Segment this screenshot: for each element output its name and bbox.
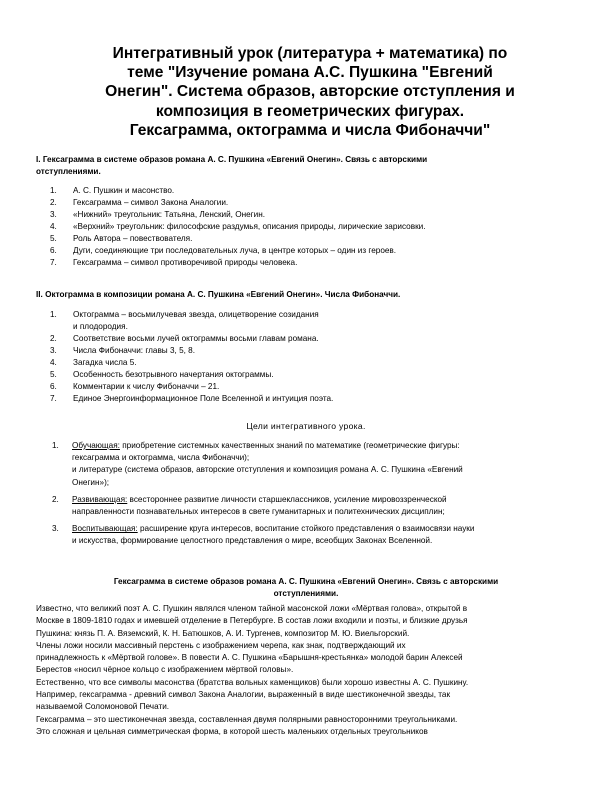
- section-1-heading: I. Гексаграмма в системе образов романа А. С. Пушкина «Евгений Онегин». Связь с авторскими отступлениями.: [36, 155, 428, 176]
- body-line: Москве в 1809-1810 годах и имевшей отделение в Петербурге. В состав ложи входили и поэты, и близкие друзья: [36, 616, 468, 626]
- document-title: [40, 44, 580, 140]
- list-item: 4. «Верхний» треугольник: философские раздумья, описания природы, лирические зарисовки.: [50, 222, 426, 231]
- list-item: 1. Октограмма – восьмилучевая звезда, олицетворение созидания и плодородия.: [50, 310, 319, 331]
- list-item: 7. Гексаграмма – символ противоречивой природы человека.: [50, 258, 298, 267]
- body-line: принадлежность к «Мёртвой голове». В повести А. С. Пушкина «Барышня-крестьянка» молодой барин Алексей: [36, 653, 463, 663]
- title-line: Гексаграмма, октограмма и числа Фибоначчи": [129, 121, 491, 139]
- body-line: Например, гексаграмма - древний символ Закона Аналогии, выраженный в виде шестиконечной звезды, так: [36, 690, 451, 700]
- section-2-heading: II. Октограмма в композиции романа А. С. Пушкина «Евгений Онегин». Числа Фибоначчи.: [36, 290, 401, 299]
- body-line: Берестов «носил чёрное кольцо с изображением мёртвой головы».: [36, 665, 294, 675]
- body-line: Естественно, что все символы масонства (братства вольных каменщиков) были хорошо известны А. С. Пушкину.: [36, 677, 469, 687]
- body-line: называемой Соломоновой Печати.: [36, 702, 170, 712]
- list-item: 6. Дуги, соединяющие три последовательных луча, в центре которых – один из героев.: [50, 246, 397, 255]
- goal-item: 1. Обучающая: приобретение системных качественных знаний по математике (геометрические фигуры: гексаграмма и октограмма, числа Фибоначчи); и литературе (система образов, авторские отступления и композиция романа А. С. Пушкина «Евгений Онегин»);: [52, 441, 463, 487]
- goals-list: [36, 440, 576, 553]
- section-1-list: [36, 185, 576, 269]
- article-body: [36, 603, 580, 738]
- body-line: Это сложная и цельная симметрическая форма, в которой шесть маленьких отдельных треугольников: [36, 726, 428, 736]
- title-line: композиция в геометрических фигурах.: [155, 102, 465, 120]
- list-item: 4. Загадка числа 5.: [50, 358, 137, 367]
- list-item: 5. Роль Автора – повествователя.: [50, 234, 193, 243]
- body-line: Пушкина: князь П. А. Вяземский, К. Н. Батюшков, А. И. Тургенев, композитор М. Ю. Виельгорский.: [36, 628, 410, 638]
- goal-label: Воспитывающая:: [72, 524, 138, 534]
- title-line: Интегративный урок (литература + математика) по: [112, 45, 508, 62]
- list-item: 2. Соответствие восьми лучей октограммы восьми главам романа.: [50, 334, 319, 343]
- list-item: 3. «Нижний» треугольник: Татьяна, Ленский, Онегин.: [50, 210, 266, 219]
- goal-item: 3. Воспитывающая: расширение круга интересов, воспитание стойкого представления о взаимосвязи науки и искусства, формирование целостного представления о мире, всеобщих Законах Вселенной.: [52, 524, 475, 546]
- list-item: 7. Единое Энергоинформационное Поле Вселенной и интуиция поэта.: [50, 394, 334, 403]
- title-line: Онегин". Система образов, авторские отступления и: [105, 83, 515, 101]
- title-line: теме "Изучение романа А.С. Пушкина "Евгений: [127, 64, 493, 82]
- goal-item: 2. Развивающая: всестороннее развитие личности старшеклассников, усиление мировоззренческой направленности познавательных интересов в свете гуманитарных и политехнических дисциплин;: [52, 494, 447, 517]
- list-item: 6. Комментарии к числу Фибоначчи – 21.: [50, 382, 220, 391]
- list-item: 3. Числа Фибоначчи: главы 3, 5, 8.: [50, 346, 196, 355]
- list-item: 1. А. С. Пушкин и масонство.: [50, 186, 175, 195]
- body-line: Гексаграмма – это шестиконечная звезда, составленная двумя полярными равносторонними треугольниками.: [36, 714, 458, 724]
- goal-label: Обучающая:: [72, 441, 120, 450]
- list-item: 5. Особенность безотрывного начертания октограммы.: [50, 370, 274, 379]
- list-item: 2. Гексаграмма – символ Закона Аналогии.: [50, 198, 229, 207]
- article-subheading: Гексаграмма в системе образов романа А. С. Пушкина «Евгений Онегин». Связь с авторскими отступлениями.: [113, 577, 499, 598]
- body-line: Известно, что великий поэт А. С. Пушкин являлся членом тайной масонской ложи «Мёртвая голова», открытой в: [36, 604, 468, 613]
- goals-title: Цели интегративного урока.: [246, 421, 366, 431]
- goal-label: Развивающая:: [72, 494, 128, 504]
- section-2-list: [36, 309, 576, 405]
- body-line: Члены ложи носили массивный перстень с изображением черепа, как знак, подтверждающий их: [36, 640, 406, 650]
